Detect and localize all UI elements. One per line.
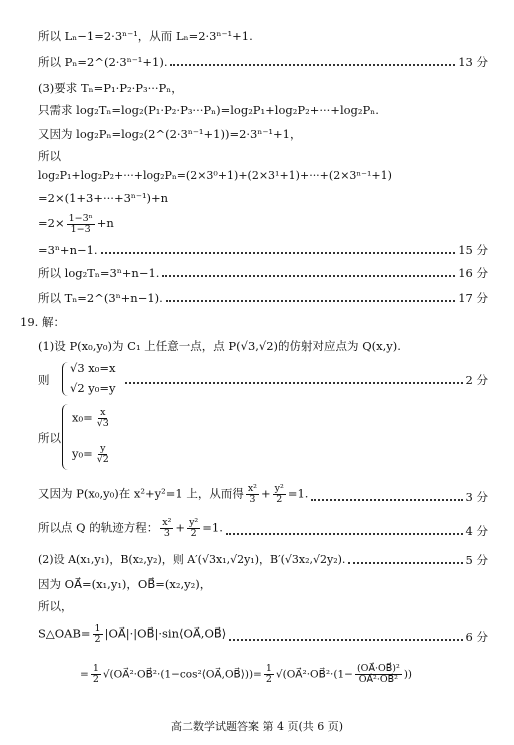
text-line: 所以 Lₙ−1=2·3ⁿ⁻¹，从而 Lₙ=2·3ⁿ⁻¹+1. (38, 29, 253, 43)
fraction: $\frac{\text{y²}}{2}$ (189, 517, 199, 539)
leader-dots (101, 251, 456, 254)
fraction: $\frac{y}{√2}$ (96, 443, 109, 465)
text-line-scored: 所以 Tₙ=2^(3ⁿ+n−1). 17 分 (38, 291, 488, 305)
score-label: 17 分 (458, 291, 488, 305)
formula-line: = $\frac{1}{2}$ √(OA⃗²·OB⃗²·(1−cos²⟨OA⃗,OB⃗⟩))= $\frac{1}{2}$ √(OA⃗²·OB⃗²·(1− $\frac{\text{(OA⃗·OB⃗)²}}{\text{OA⃗²·OB⃗²}}$ )) (80, 663, 413, 685)
fraction: $\frac{\text{(OA⃗·OB⃗)²}}{\text{OA⃗²·OB⃗²}}$ (356, 663, 400, 685)
fraction: $\frac{\text{x²}}{3}$ (162, 517, 172, 539)
text-line: =2× $\frac{\text{1−3ⁿ}}{1-3}$ +n (38, 212, 114, 235)
text-line-scored: (2)设 A(x₁,y₁)，B(x₂,y₂)，则 A′(√3x₁,√2y₁)，B′(√3x₂,√2y₂). 5 分 (38, 553, 488, 567)
text-line: 所以， (38, 599, 73, 613)
score-label: 16 分 (458, 266, 488, 280)
fraction: $\frac{1}{2}$ (92, 663, 99, 685)
fraction: $\frac{\text{y²}}{2}$ (274, 483, 284, 505)
text-line: log₂P₁+log₂P₂+···+log₂Pₙ=(2×3⁰+1)+(2×3¹+1)+···+(2×3ⁿ⁻¹+1) (38, 169, 392, 182)
score-label: 13 分 (458, 55, 488, 69)
fraction: $\frac{\text{1−3ⁿ}}{1-3}$ (68, 212, 93, 235)
text-line: =2×(1+3+···+3ⁿ⁻¹)+n (38, 191, 169, 205)
leader-dots (229, 638, 462, 641)
leader-dots (166, 299, 455, 302)
fraction: $\frac{x}{√3}$ (96, 407, 109, 429)
fraction: $\frac{\text{x²}}{3}$ (247, 483, 257, 505)
text-line: 又因为 log₂Pₙ=log₂(2^(2·3ⁿ⁻¹+1))=2·3ⁿ⁻¹+1， (38, 127, 302, 141)
equation: y₀= $\frac{y}{√2}$ (72, 443, 109, 465)
equation: x₀= $\frac{x}{√3}$ (72, 407, 109, 429)
leader-dots (226, 532, 463, 535)
score-label: 15 分 (458, 243, 488, 257)
text-line: 因为 OA⃗=(x₁,y₁)，OB⃗=(x₂,y₂)， (38, 577, 212, 591)
leader-dots (348, 561, 462, 564)
text-line: 所以 (38, 431, 61, 445)
text-line-scored: 所以 log₂Tₙ=3ⁿ+n−1. 16 分 (38, 266, 488, 280)
text-line: (1)设 P(x₀,y₀)为 C₁ 上任意一点，点 P(√3,√2)的仿射对应点为 Q(x,y). (38, 339, 401, 353)
text-line: 只需求 log₂Tₙ=log₂(P₁·P₂·P₃···Pₙ)=log₂P₁+log₂P₂+···+log₂Pₙ. (38, 103, 379, 117)
text-line: (3)要求 Tₙ=P₁·P₂·P₃···Pₙ， (38, 81, 183, 95)
text-line-scored: =3ⁿ+n−1. 15 分 (38, 243, 488, 257)
score-label: 3 分 (465, 490, 488, 504)
score-label: 2 分 (465, 373, 488, 387)
text-line-scored: S△OAB= $\frac{1}{2}$ |OA⃗|·|OB⃗|·sin⟨OA⃗,OB⃗⟩ 6 分 (38, 623, 488, 645)
text-line-scored: 所以点 Q 的轨迹方程： $\frac{\text{x²}}{3}$ + $\frac{\text{y²}}{2}$ =1. 4 分 (38, 517, 488, 539)
equation: √2 y₀=y (70, 381, 116, 395)
system-brace (62, 404, 69, 470)
leader-dots (162, 274, 455, 277)
text-line-scored: 又因为 P(x₀,y₀)在 x²+y²=1 上，从而得 $\frac{\text{x²}}{3}$ + $\frac{\text{y²}}{2}$ =1. 3 分 (38, 483, 488, 505)
score-label: 4 分 (465, 524, 488, 538)
leader-dots (311, 498, 462, 501)
equation: √3 x₀=x (70, 361, 116, 375)
leader-dots (170, 63, 455, 66)
leader-dots (125, 381, 463, 384)
question-heading: 19. 解： (20, 315, 65, 329)
score-label: 5 分 (465, 553, 488, 567)
page-footer: 高二数学试题答案 第 4 页(共 6 页) (170, 720, 344, 733)
system-brace (62, 362, 69, 396)
text-line-scored: 则 2 分 (38, 373, 488, 387)
fraction: $\frac{1}{2}$ (94, 623, 101, 645)
score-label: 6 分 (465, 630, 488, 644)
fraction: $\frac{1}{2}$ (265, 663, 272, 685)
text-line: 所以 (38, 149, 61, 163)
text-line-scored: 所以 Pₙ=2^(2·3ⁿ⁻¹+1). 13 分 (38, 55, 488, 69)
